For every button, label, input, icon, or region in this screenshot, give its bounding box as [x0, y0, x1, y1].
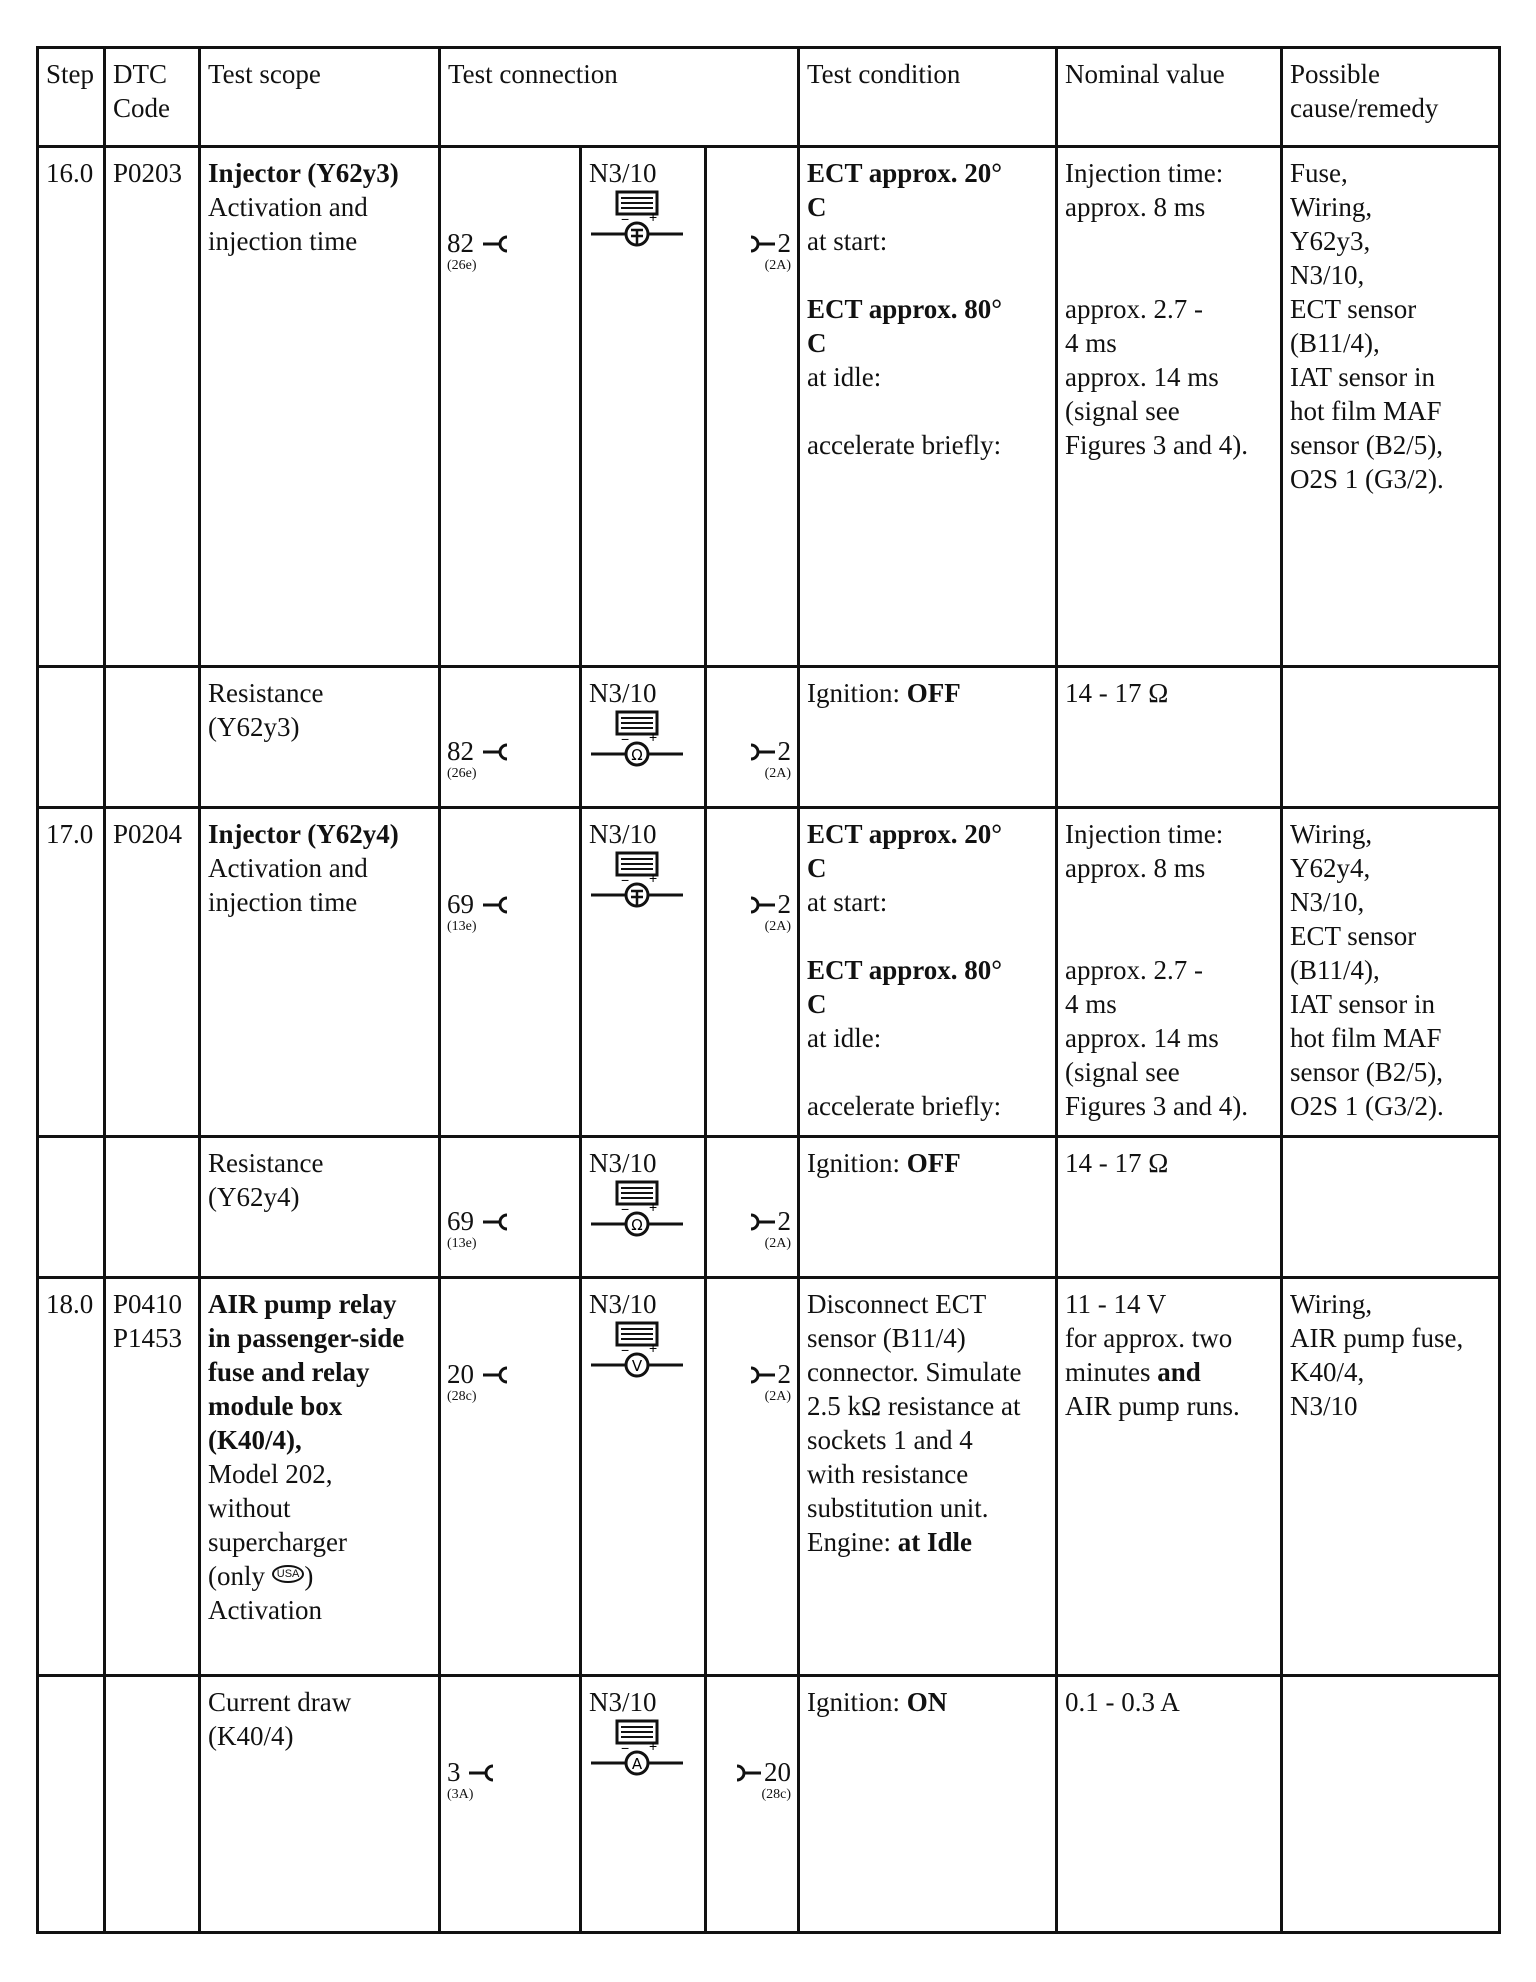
pin-right-cell: [706, 147, 799, 667]
plug-right-icon: [748, 1365, 778, 1385]
meter-cell: [581, 808, 706, 1137]
dtc-cell: [105, 1676, 200, 1933]
pin-right-sub: (2A): [764, 766, 791, 781]
injector-meter-icon: [589, 851, 685, 913]
dtc-cell: [105, 667, 200, 808]
header-connection: Test connection: [440, 48, 799, 147]
plug-left-icon: [481, 234, 511, 254]
cause-cell: Wiring, AIR pump fuse, K40/4, N3/10: [1282, 1278, 1500, 1676]
nominal-cell: Injection time: approx. 8 ms approx. 2.7 - 4 ms approx. 14 ms (signal see Figures 3 and 4).: [1057, 808, 1282, 1137]
table-row: [38, 1676, 1500, 1933]
plug-right-icon: [748, 234, 778, 254]
meter-cell: [581, 147, 706, 667]
pin-left-sub: (3A): [447, 1787, 474, 1802]
step-cell: 17.0: [38, 808, 105, 1137]
step-cell: [38, 1137, 105, 1278]
svg-text:−: −: [621, 1342, 630, 1358]
table-row: [38, 667, 1500, 808]
table-row: [38, 1137, 1500, 1278]
pin-left-number: 82: [447, 228, 474, 258]
scope-cell: Resistance (Y62y3): [200, 667, 440, 808]
pin-left-number: 20: [447, 1359, 474, 1389]
pin-right-cell: [706, 1278, 799, 1676]
step-cell: [38, 667, 105, 808]
ohm-meter-icon: [589, 1180, 685, 1242]
table-row: [38, 808, 1500, 1137]
dtc-cell: P0204: [105, 808, 200, 1137]
pin-left-cell: [440, 1676, 581, 1933]
plug-left-icon: [481, 742, 511, 762]
pin-right-cell: [706, 667, 799, 808]
plug-left-icon: [467, 1763, 497, 1783]
cause-cell: [1282, 1137, 1500, 1278]
plug-right-icon: [734, 1763, 764, 1783]
pin-right-cell: [706, 1676, 799, 1933]
plug-right-icon: [748, 895, 778, 915]
table-row: [38, 1278, 1500, 1676]
meter-cell: [581, 667, 706, 808]
svg-text:A: A: [631, 1755, 643, 1773]
pin-right-cell: [706, 808, 799, 1137]
svg-text:+: +: [649, 1199, 658, 1215]
svg-text:+: +: [649, 870, 658, 886]
pin-right-number: 2: [777, 889, 791, 919]
pin-right-number: 2: [777, 736, 791, 766]
svg-text:Ω: Ω: [631, 1216, 643, 1234]
plug-right-icon: [748, 1212, 778, 1232]
header-condition: Test condition: [799, 48, 1057, 147]
pin-left-cell: [440, 808, 581, 1137]
header-step: Step: [38, 48, 105, 147]
plug-left-icon: [481, 895, 511, 915]
table-row: [38, 147, 1500, 667]
pin-left-number: 69: [447, 889, 474, 919]
cause-cell: [1282, 667, 1500, 808]
module-label: N3/10: [589, 819, 657, 849]
dtc-cell: P0410 P1453: [105, 1278, 200, 1676]
pin-right-number: 20: [764, 1757, 791, 1787]
plug-right-icon: [748, 742, 778, 762]
cause-cell: Fuse, Wiring, Y62y3, N3/10, ECT sensor (B11/4), IAT sensor in hot film MAF sensor (B2/5), O2S 1 (G3/2).: [1282, 147, 1500, 667]
header-dtc: DTC Code: [105, 48, 200, 147]
module-label: N3/10: [589, 1289, 657, 1319]
condition-cell: Ignition: OFF: [799, 1137, 1057, 1278]
svg-text:−: −: [621, 872, 630, 888]
pin-right-sub: (2A): [764, 1389, 791, 1404]
svg-text:−: −: [621, 1740, 630, 1756]
step-cell: [38, 1676, 105, 1933]
pin-left-cell: [440, 147, 581, 667]
condition-cell: ECT approx. 20° C at start: ECT approx. 80° C at idle: accelerate briefly:: [799, 808, 1057, 1137]
scope-cell: Resistance (Y62y4): [200, 1137, 440, 1278]
pin-left-sub: (13e): [447, 919, 477, 934]
header-scope: Test scope: [200, 48, 440, 147]
dtc-cell: P0203: [105, 147, 200, 667]
condition-cell: Disconnect ECT sensor (B11/4) connector. Simulate 2.5 kΩ resistance at sockets 1 and 4 with resistance substitution unit. Engine: at Idle: [799, 1278, 1057, 1676]
condition-cell: Ignition: OFF: [799, 667, 1057, 808]
pin-left-sub: (26e): [447, 766, 477, 781]
header-nominal: Nominal value: [1057, 48, 1282, 147]
svg-text:+: +: [649, 209, 658, 225]
condition-cell: ECT approx. 20° C at start: ECT approx. 80° C at idle: accelerate briefly:: [799, 147, 1057, 667]
pin-left-sub: (13e): [447, 1236, 477, 1251]
nominal-cell: 14 - 17 Ω: [1057, 1137, 1282, 1278]
plug-left-icon: [481, 1212, 511, 1232]
svg-text:−: −: [621, 211, 630, 227]
step-cell: 16.0: [38, 147, 105, 667]
module-label: N3/10: [589, 158, 657, 188]
nominal-cell: 0.1 - 0.3 A: [1057, 1676, 1282, 1933]
nominal-cell: Injection time: approx. 8 ms approx. 2.7 - 4 ms approx. 14 ms (signal see Figures 3 and 4).: [1057, 147, 1282, 667]
usa-badge-icon: USA: [272, 1565, 305, 1583]
module-label: N3/10: [589, 678, 657, 708]
pin-left-sub: (28c): [447, 1389, 477, 1404]
pin-left-cell: [440, 1137, 581, 1278]
plug-left-icon: [481, 1365, 511, 1385]
pin-right-number: 2: [777, 1206, 791, 1236]
amp-meter-icon: [589, 1719, 685, 1781]
step-cell: 18.0: [38, 1278, 105, 1676]
scope-cell: Current draw (K40/4): [200, 1676, 440, 1933]
svg-text:−: −: [621, 731, 630, 747]
svg-text:+: +: [649, 1340, 658, 1356]
pin-right-sub: (2A): [764, 1236, 791, 1251]
pin-right-number: 2: [777, 228, 791, 258]
svg-text:Ω: Ω: [631, 746, 643, 764]
svg-text:+: +: [649, 1738, 658, 1754]
pin-left-cell: [440, 1278, 581, 1676]
meter-cell: [581, 1676, 706, 1933]
meter-cell: [581, 1278, 706, 1676]
ohm-meter-icon: [589, 710, 685, 772]
condition-cell: Ignition: ON: [799, 1676, 1057, 1933]
meter-cell: [581, 1137, 706, 1278]
scope-cell: Injector (Y62y4) Activation and injection time: [200, 808, 440, 1137]
cause-cell: [1282, 1676, 1500, 1933]
injector-meter-icon: [589, 190, 685, 252]
module-label: N3/10: [589, 1687, 657, 1717]
pin-right-sub: (2A): [764, 258, 791, 273]
cause-cell: Wiring, Y62y4, N3/10, ECT sensor (B11/4), IAT sensor in hot film MAF sensor (B2/5), O2S 1 (G3/2).: [1282, 808, 1500, 1137]
pin-left-cell: [440, 667, 581, 808]
pin-right-sub: (28c): [761, 1787, 791, 1802]
diagnostic-table: [36, 46, 1501, 1934]
pin-left-sub: (26e): [447, 258, 477, 273]
dtc-cell: [105, 1137, 200, 1278]
svg-text:−: −: [621, 1201, 630, 1217]
header-cause: Possible cause/remedy: [1282, 48, 1500, 147]
pin-left-number: 69: [447, 1206, 474, 1236]
nominal-cell: 11 - 14 V for approx. two minutes and AIR pump runs.: [1057, 1278, 1282, 1676]
svg-text:+: +: [649, 729, 658, 745]
volt-meter-icon: [589, 1321, 685, 1383]
scope-cell: Injector (Y62y3) Activation and injection time: [200, 147, 440, 667]
pin-right-cell: [706, 1137, 799, 1278]
nominal-cell: 14 - 17 Ω: [1057, 667, 1282, 808]
header-row: [38, 48, 1500, 147]
pin-left-number: 82: [447, 736, 474, 766]
pin-left-number: 3: [447, 1757, 461, 1787]
scope-cell: AIR pump relay in passenger-side fuse and relay module box (K40/4), Model 202, without supercharger (only USA ) Activation: [200, 1278, 440, 1676]
svg-text:V: V: [631, 1357, 643, 1375]
module-label: N3/10: [589, 1148, 657, 1178]
pin-right-sub: (2A): [764, 919, 791, 934]
pin-right-number: 2: [777, 1359, 791, 1389]
